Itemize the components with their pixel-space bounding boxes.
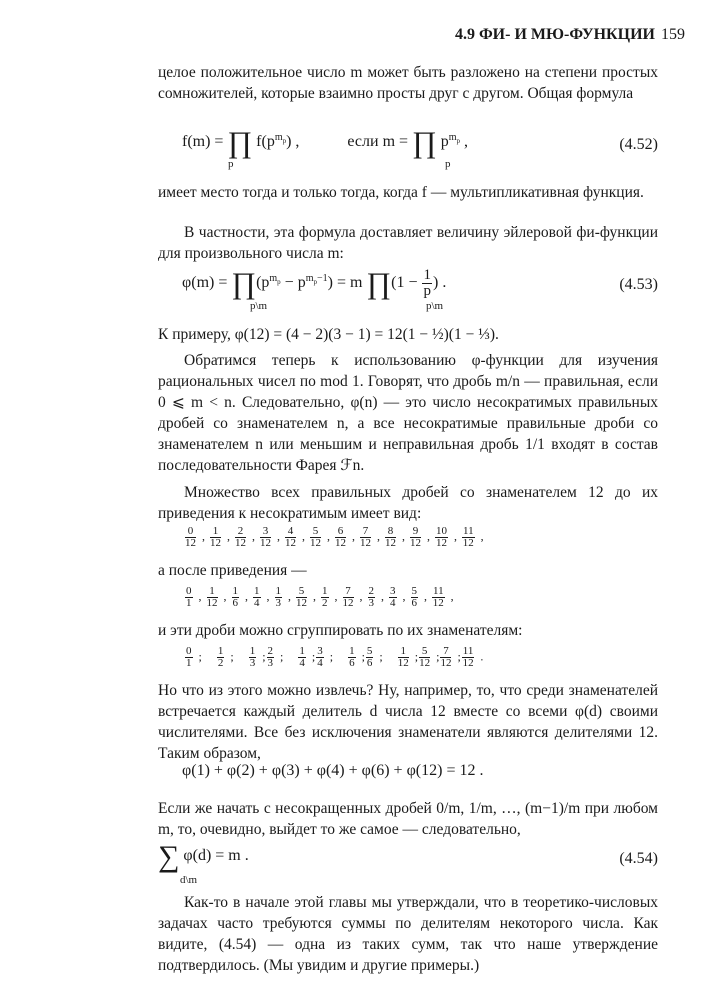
fraction: $\frac{5}{12}$ (310, 525, 321, 549)
paragraph-9: Но что из этого можно извлечь? Ну, например, то, что среди знаменателей встречается каждый делитель d числа 12 вместе со всеми φ(d) своими числителями. Все без исключения знаменатели являются делителями 12. Таким образом, (158, 682, 658, 762)
fraction: $\frac{2}{12}$ (235, 525, 246, 549)
fraction: $\frac{2}{3}$ (267, 645, 274, 669)
paragraph-7: а после приведения — (158, 562, 307, 579)
fraction: $\frac{1}{3}$ (249, 645, 256, 669)
fraction: $\frac{1}{2}$ (217, 645, 224, 669)
fraction: $\frac{1}{12}$ (206, 585, 218, 609)
fraction: $\frac{8}{12}$ (385, 525, 396, 549)
page-number: 159 (661, 26, 685, 43)
fraction-row-3: $\frac{0}{1}$ ; $\frac{1}{2}$ ; $\frac{1}{3}$ ; $\frac{2}{3}$ ; $\frac{1}{4}$ ; $\frac{3}{4}$ ; $\frac{1}{6}$ ; $\frac{5}{6}$ ; $\frac{1}{12}$ ; $\frac{5}{12}$ ; $\frac{7}{12}$ ; $\frac{11}{12}$ . (186, 645, 484, 669)
fraction: $\frac{9}{12}$ (410, 525, 421, 549)
fraction: $\frac{5}{12}$ (296, 585, 307, 609)
fraction: $\frac{1}{4}$ (299, 645, 305, 669)
eq452-sub-2: p (445, 158, 451, 170)
running-header (455, 26, 685, 44)
paragraph-4: К примеру, φ(12) = (4 − 2)(3 − 1) = 12(1 − ½)(1 − ⅓). (158, 326, 499, 343)
equation-4-54: ∑ φ(d) = m . d\m (4.54) (158, 840, 658, 886)
paragraph-1: целое положительное число m может быть разложено на степени простых сомножителей, которые взаимно просты друг с другом. Общая формула (158, 64, 658, 102)
eq452-sub-1: p (228, 158, 234, 170)
equation-4-52 (158, 128, 658, 168)
paragraph-5: Обратимся теперь к использованию φ-функции для изучения рациональных чисел по mod 1. Говорят, что дробь m/n — правильная, если 0 ⩽ m < n. Следовательно, φ(n) — это число несократимых правильных дробей со знаменателем n, а все несократимые правильные дроби со знаменателем n или меньшим и неправильная дробь 1/1 входят в состав последовательности Фарея ℱn. (158, 352, 658, 474)
fraction: $\frac{0}{1}$ (186, 645, 192, 669)
equation-4-53: $\varphi(m) = \prod(p^{m_p} - p^{m_p-1}) = m$ ∏(1 − $\frac{1}{p}$ ) . p\m p\m (4.53) (182, 267, 658, 312)
fraction: $\frac{2}{3}$ (368, 585, 374, 609)
paragraph-11: Как-то в начале этой главы мы утверждали, что в теоретико-числовых задачах часто требуются суммы по делителям некоторого числа. Как видите, (4.54) — одна из таких сумм, так что наше утверждение подтвердилось. (Мы увидим и другие примеры.) (158, 894, 658, 974)
eq453-number: (4.53) (619, 276, 658, 293)
paragraph-6: Множество всех правильных дробей со знаменателем 12 до их приведения к несократимым имеет вид: (158, 484, 658, 522)
fraction: $\frac{1}{2}$ (322, 585, 328, 609)
paragraph-10: Если же начать с несокращенных дробей 0/m, 1/m, …, (m−1)/m при любом m, то, очевидно, выйдет то же самое — следовательно, (158, 800, 658, 838)
fraction: $\frac{5}{6}$ (411, 585, 417, 609)
paragraph-2: имеет место тогда и только тогда, когда f — мультипликативная функция. (158, 184, 644, 201)
fraction: $\frac{6}{12}$ (335, 525, 346, 549)
eq453-sub-1: p\m (250, 300, 268, 312)
sum-12-text: φ(1) + φ(2) + φ(3) + φ(4) + φ(6) + φ(12) = 12 . (182, 762, 484, 779)
eq454-sub: d\m (180, 874, 198, 886)
fraction: $\frac{7}{12}$ (342, 585, 354, 609)
fraction: $\frac{3}{4}$ (390, 585, 396, 609)
fraction: $\frac{5}{12}$ (419, 645, 431, 669)
fraction: $\frac{1}{4}$ (254, 585, 260, 609)
fraction: $\frac{1}{6}$ (232, 585, 238, 609)
fraction-row-1: $\frac{0}{12}$ , $\frac{1}{12}$ , $\frac{2}{12}$ , $\frac{3}{12}$ , $\frac{4}{12}$ , $\frac{5}{12}$ , $\frac{6}{12}$ , $\frac{7}{12}$ , $\frac{8}{12}$ , $\frac{9}{12}$ , $\frac{10}{12}$ , $\frac{11}{12}$ , (185, 525, 484, 549)
fraction: $\frac{3}{4}$ (317, 645, 323, 669)
fraction: $\frac{1}{12}$ (210, 525, 221, 549)
eq452-left: f(m) = ∏ $f(p^{m_p})$ , (182, 126, 300, 159)
fraction: $\frac{1}{12}$ (397, 645, 409, 669)
fraction: $\frac{1}{6}$ (349, 645, 355, 669)
fraction: $\frac{11}{12}$ (462, 645, 474, 669)
paragraph-8: и эти дроби можно сгруппировать по их знаменателям: (158, 622, 523, 639)
fraction: $\frac{11}{12}$ (462, 525, 474, 549)
eq454-text: φ(d) = m . (183, 847, 249, 864)
fraction: $\frac{4}{12}$ (285, 525, 296, 549)
eq452-right: если m = ∏ $p^{m_p}$ , (347, 126, 469, 159)
fraction: $\frac{1}{3}$ (275, 585, 281, 609)
paragraph-3: В частности, эта формула доставляет величину эйлеровой фи-функции для произвольного числа m: (158, 224, 658, 262)
equation-sum-12 (158, 762, 658, 786)
fraction: $\frac{7}{12}$ (440, 645, 452, 669)
fraction: $\frac{5}{6}$ (366, 645, 373, 669)
fraction-row-2: $\frac{0}{1}$ , $\frac{1}{12}$ , $\frac{1}{6}$ , $\frac{1}{4}$ , $\frac{1}{3}$ , $\frac{5}{12}$ , $\frac{1}{2}$ , $\frac{7}{12}$ , $\frac{2}{3}$ , $\frac{3}{4}$ , $\frac{5}{6}$ , $\frac{11}{12}$ , (186, 585, 454, 609)
eq454-number: (4.54) (619, 850, 658, 867)
eq452-number: (4.52) (619, 136, 658, 153)
eq453-sub-2: p\m (426, 300, 444, 312)
fraction: $\frac{0}{1}$ (186, 585, 192, 609)
fraction: $\frac{11}{12}$ (432, 585, 444, 609)
section-title: 4.9 ФИ- И МЮ-ФУНКЦИИ (454, 26, 655, 43)
fraction: $\frac{0}{12}$ (185, 525, 196, 549)
fraction: $\frac{10}{12}$ (436, 525, 447, 549)
fraction: $\frac{3}{12}$ (260, 525, 271, 549)
fraction: $\frac{7}{12}$ (360, 525, 371, 549)
